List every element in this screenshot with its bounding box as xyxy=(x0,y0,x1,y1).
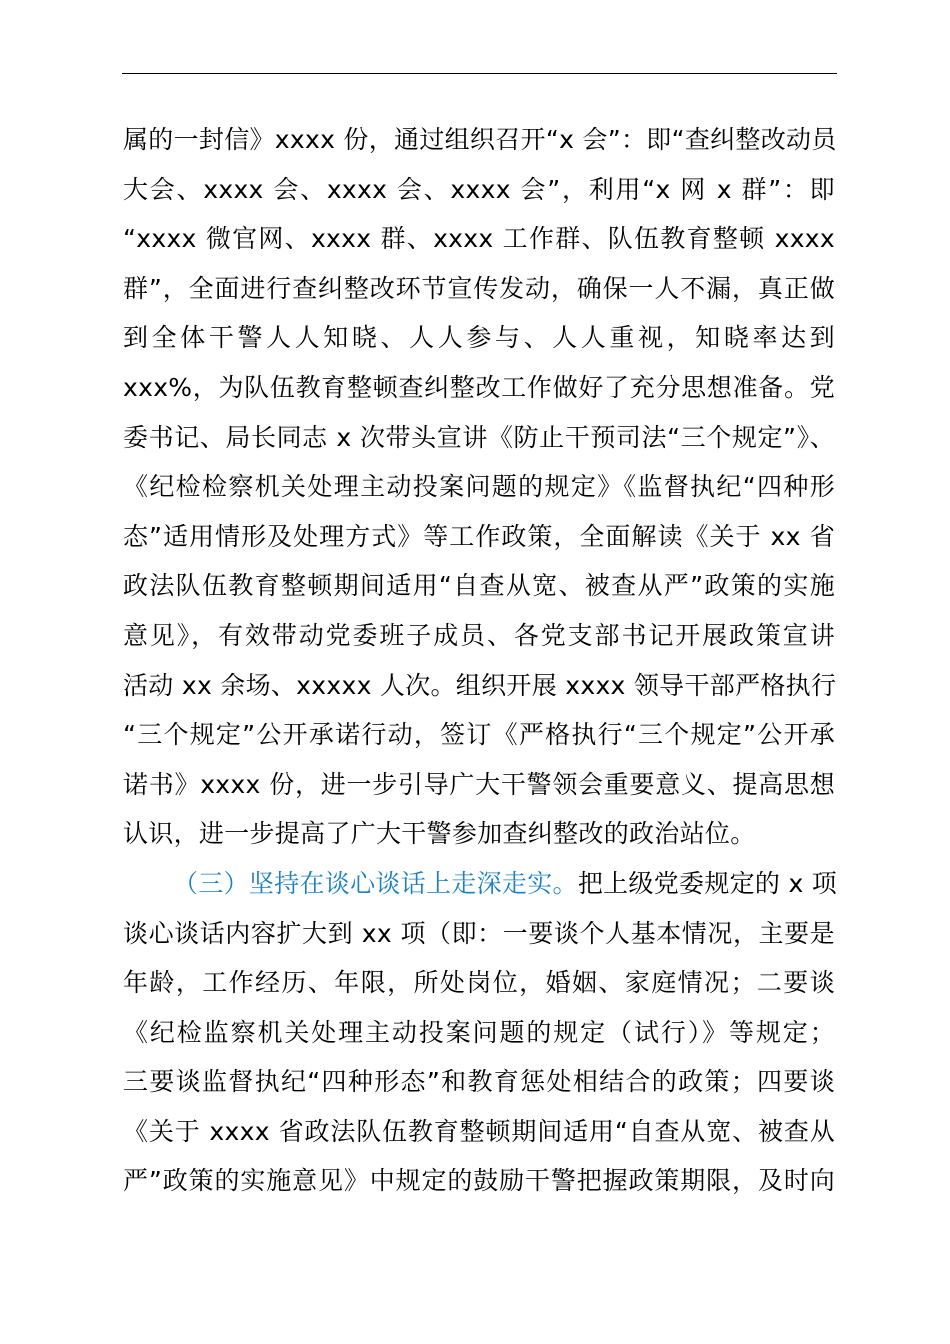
section-3-line-2: 谈心谈话内容扩大到 xx 项（即：一要谈个人基本情况，主要是 xyxy=(123,918,835,948)
text-line-9: 态”适用情形及处理方式》等工作政策，全面解读《关于 xx 省 xyxy=(123,521,835,551)
text-line-15: 认识，进一步提高了广大干警参加查纠整改的政治站位。 xyxy=(123,819,756,849)
text-line-2: 大会、xxxx 会、xxxx 会、xxxx 会”，利用“x 网 x 群”：即 xyxy=(123,174,835,204)
text-line-3: “xxxx 微官网、xxxx 群、xxxx 工作群、队伍教育整顿 xxxx xyxy=(123,224,835,254)
section-3-heading: （三）坚持在谈心谈话上走深走实。 xyxy=(173,868,578,898)
section-3-line-3: 年龄，工作经历、年限，所处岗位，婚姻、家庭情况；二要谈 xyxy=(123,968,835,998)
text-line-10: 政法队伍教育整顿期间适用“自查从宽、被查从严”政策的实施 xyxy=(123,571,835,601)
text-line-14: 诺书》xxxx 份，进一步引导广大干警领会重要意义、提高思想 xyxy=(123,769,835,799)
section-3-first-line-rest: 把上级党委规定的 x 项 xyxy=(577,868,838,898)
section-3-first-line xyxy=(123,859,838,909)
document-body xyxy=(123,115,838,1206)
header-rule xyxy=(122,73,837,74)
text-line-5: 到全体干警人人知晓、人人参与、人人重视，知晓率达到 xyxy=(123,323,835,353)
section-3-line-6: 《关于 xxxx 省政法队伍教育整顿期间适用“自查从宽、被查从 xyxy=(123,1116,835,1146)
section-3-line-5: 三要谈监督执纪“四种形态”和教育惩处相结合的政策；四要谈 xyxy=(123,1067,835,1097)
text-line-6: xxx%，为队伍教育整顿查纠整改工作做好了充分思想准备。党 xyxy=(123,372,835,402)
section-3-line-4: 《纪检监察机关处理主动投案问题的规定（试行）》等规定； xyxy=(123,1017,835,1047)
text-line-12: 活动 xx 余场、xxxxx 人次。组织开展 xxxx 领导干部严格执行 xyxy=(123,670,837,700)
text-line-13: “三个规定”公开承诺行动，签订《严格执行“三个规定”公开承 xyxy=(123,720,835,750)
section-3-line-7: 严”政策的实施意见》中规定的鼓励干警把握政策期限，及时向 xyxy=(123,1166,835,1196)
text-line-11: 意见》，有效带动党委班子成员、各党支部书记开展政策宣讲 xyxy=(123,620,835,650)
text-line-4: 群”，全面进行查纠整改环节宣传发动，确保一人不漏，真正做 xyxy=(123,273,835,303)
text-line-1: 属的一封信》xxxx 份，通过组织召开“x 会”：即“查纠整改动员 xyxy=(123,125,837,154)
text-line-7: 委书记、局长同志 x 次带头宣讲《防止干预司法“三个规定”》、 xyxy=(123,422,835,452)
text-line-8: 《纪检检察机关处理主动投案问题的规定》《监督执纪“四种形 xyxy=(123,472,835,502)
